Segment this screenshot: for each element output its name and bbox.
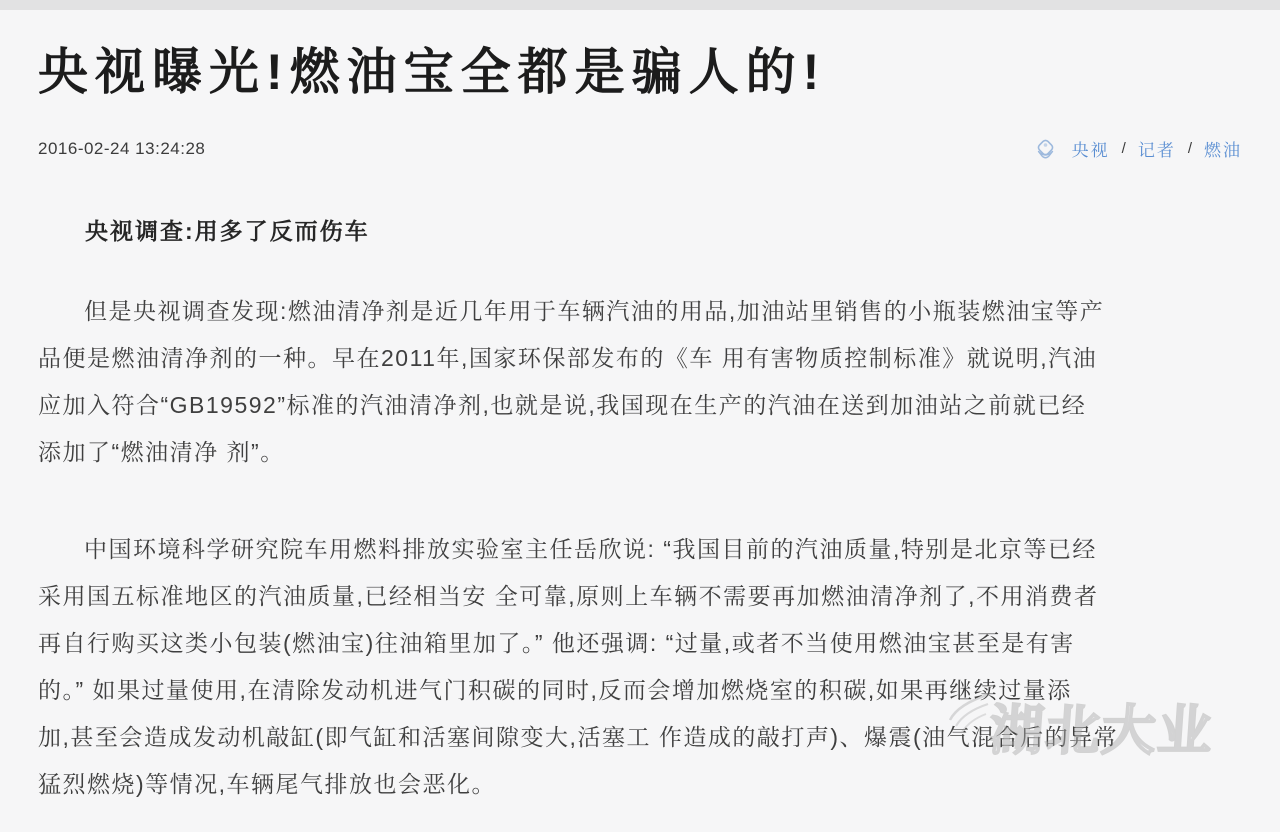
paragraph-line: 品便是燃油清净剂的一种。早在2011年,国家环保部发布的《车 用有害物质控制标准》就说明,汽油: [38, 345, 1098, 371]
article-body: [38, 288, 1242, 808]
tag-link-cctv[interactable]: 央视: [1071, 141, 1110, 160]
tag-icon: [1034, 137, 1056, 161]
publish-date: 2016-02-24 13:24:28: [38, 138, 206, 158]
paragraph-line: 采用国五标准地区的汽油质量,已经相当安 全可靠,原则上车辆不需要再加燃油清净剂了,不用消费者: [38, 583, 1099, 609]
tag-separator: /: [1187, 140, 1192, 157]
tag-list: [1034, 136, 1242, 161]
paragraph-line: 但是央视调查发现:燃油清净剂是近几年用于车辆汽油的用品,加油站里销售的小瓶装燃油宝等产: [84, 298, 1105, 324]
paragraph-line: 应加入符合“GB19592”标准的汽油清净剂,也就是说,我国现在生产的汽油在送到加油站之前就已经: [38, 392, 1087, 418]
paragraph-line: 的。” 如果过量使用,在清除发动机进气门积碳的同时,反而会增加燃烧室的积碳,如果再继续过量添: [38, 677, 1072, 703]
page-title: 央视曝光!燃油宝全都是骗人的!: [38, 44, 827, 100]
watermark-text: 湖北大业: [987, 701, 1216, 761]
paragraph-line: 猛烈燃烧)等情况,车辆尾气排放也会恶化。: [38, 771, 497, 797]
tag-separator: /: [1121, 140, 1126, 157]
paragraph: [38, 526, 1242, 808]
tag-link-fuel[interactable]: 燃油: [1204, 141, 1242, 160]
paragraph-line: 加,甚至会造成发动机敲缸(即气缸和活塞间隙变大,活塞工 作造成的敲打声)、爆震(油气混合后的异常: [38, 724, 1119, 750]
top-strip: [0, 0, 1280, 10]
paragraph-line: 添加了“燃油清净 剂”。: [38, 439, 285, 465]
paragraph: [38, 288, 1242, 476]
tag-link-reporter[interactable]: 记者: [1137, 141, 1176, 160]
meta-row: [38, 136, 1242, 161]
paragraph-line: 再自行购买这类小包装(燃油宝)往油箱里加了。” 他还强调: “过量,或者不当使用燃油宝甚至是有害: [38, 630, 1075, 656]
article-subheading: 央视调查:用多了反而伤车: [85, 218, 370, 244]
paragraph-line: 中国环境科学研究院车用燃料排放实验室主任岳欣说: “我国目前的汽油质量,特别是北京等已经: [84, 536, 1097, 562]
article-page: [0, 42, 1280, 808]
